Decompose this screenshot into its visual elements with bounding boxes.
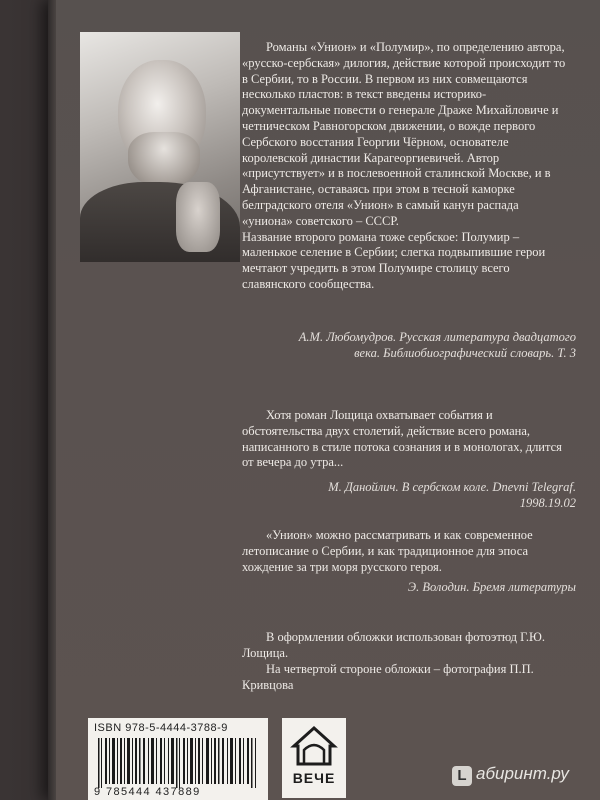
labirint-icon: L — [452, 766, 472, 786]
barcode-digits: 9 785444 437889 — [94, 786, 201, 798]
isbn-text: ISBN 978-5-4444-3788-9 — [94, 722, 228, 734]
barcode-label — [88, 718, 268, 800]
portrait-beard — [128, 132, 200, 188]
annotation-paragraph-3: «Унион» можно рассматривать и как современное летописание о Сербии, и как традиционное для эпоса хождение за три моря русского героя. — [242, 528, 533, 574]
annotation-paragraph-1 — [242, 40, 568, 293]
barcode-bars — [96, 738, 260, 788]
house-icon — [290, 724, 338, 768]
citation-1: А.М. Любомудров. Русская литература двадцатого века. Библиобиографический словарь. Т. 3 — [298, 330, 576, 360]
publisher-logo — [282, 718, 346, 798]
watermark-text: абиринт.ру — [476, 764, 569, 783]
author-portrait — [80, 32, 240, 262]
photo-credit-note: На четвертой стороне обложки – фотография П.П. Кривцова — [242, 662, 534, 692]
portrait-hand — [176, 182, 220, 252]
watermark — [452, 762, 598, 790]
citation-2: М. Данойлич. В сербском коле. Dnevni Telegraf. 1998.19.02 — [328, 480, 576, 510]
cover-design-note: В оформлении обложки использован фотоэтюд Г.Ю. Лощица. — [242, 630, 545, 660]
citation-3: Э. Володин. Бремя литературы — [407, 580, 576, 594]
paragraph-1-text: Романы «Унион» и «Полумир», по определению автора, «русско-сербская» дилогия, действие которой происходит то в Сербии, то в России. В первом из них совмещаются несколько пластов: в текст введены историко-документальные повести о генерале Драже Михайловиче и четническом Равногорском движении, о вожде первого Сербского восстания Георгии Чёрном, основателе королевской династии Карагеоргиевичей. Автор «присутствует» и в послевоенной сталинской Москве, и в Афганистане, оставаясь при этом в тесной каморке белградского отеля «Унион» в самый канун распада «униона» советского – СССР. — [242, 40, 566, 228]
annotation-paragraph-2: Хотя роман Лощица охватывает события и обстоятельства двух столетий, действие всего романа, написанного в стиле потока сознания и в монологах, длится от вечера до утра... — [242, 408, 562, 470]
publisher-name: ВЕЧЕ — [292, 770, 336, 786]
paragraph-1b-text: Название второго романа тоже сербское: Полумир – маленькое селение в Сербии; слегка подвыпившие герои мечтают учредить в этом Полумире столицу всего славянского сообщества. — [242, 229, 546, 291]
